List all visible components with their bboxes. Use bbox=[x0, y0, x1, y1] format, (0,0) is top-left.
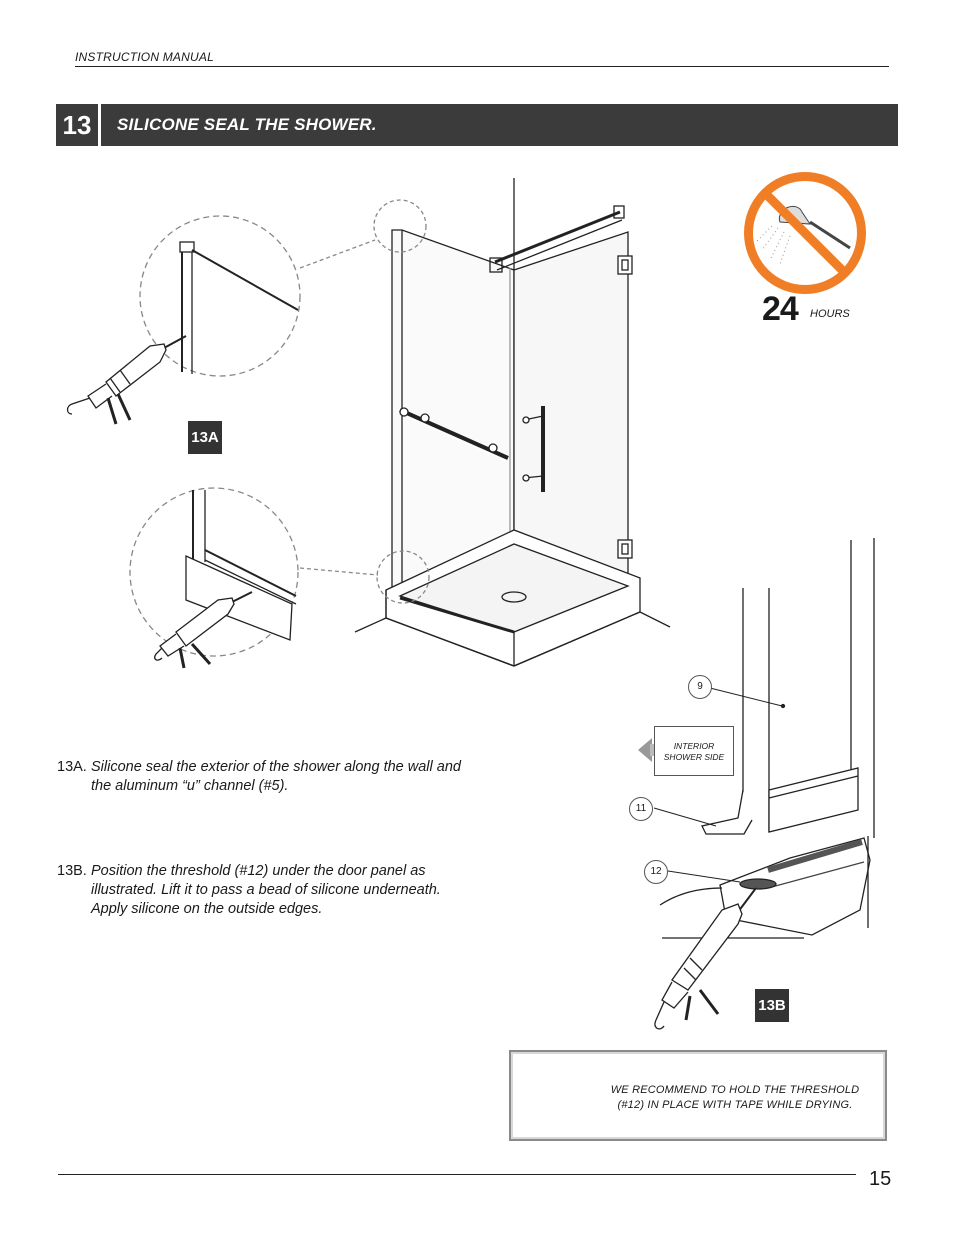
caulk-gun-icon-c bbox=[655, 888, 756, 1029]
warning-text: WE RECOMMEND TO HOLD THE THRESHOLD (#12) IN PLACE WITH TAPE WHILE DRYING. bbox=[610, 1084, 860, 1111]
instruction-label: 13B. bbox=[57, 863, 87, 879]
detail-13a-bottom-illustration bbox=[130, 488, 298, 668]
interior-label-line1: INTERIOR bbox=[673, 741, 715, 751]
page-number: 15 bbox=[869, 1168, 892, 1190]
instruction-text: Silicone seal the exterior of the shower along the wall and the aluminum “u” channel (#5). bbox=[91, 759, 461, 794]
detail-13b-illustration bbox=[638, 538, 874, 1029]
callout-channel: 11 bbox=[629, 797, 653, 821]
step-number: 13 bbox=[56, 104, 98, 146]
manual-header: INSTRUCTION MANUAL bbox=[75, 50, 214, 64]
dry-time-unit: HOURS bbox=[810, 308, 850, 320]
badge-13b: 13B bbox=[755, 989, 789, 1022]
shower-enclosure-illustration bbox=[300, 178, 670, 666]
instruction-label: 13A. bbox=[57, 759, 87, 775]
instruction-text: Position the threshold (#12) under the door panel as illustrated. Lift it to pass a bead of silicone underneath. Apply silicone on the outside edges. bbox=[91, 863, 441, 917]
badge-13a: 13A bbox=[188, 421, 222, 454]
no-shower-icon bbox=[745, 173, 865, 293]
dry-time-value: 24 bbox=[762, 290, 798, 328]
detail-13a-illustration bbox=[68, 216, 301, 424]
footer-divider bbox=[58, 1174, 856, 1175]
interior-label-line2: SHOWER SIDE bbox=[663, 752, 725, 762]
callout-panel: 9 bbox=[688, 675, 712, 699]
callout-threshold: 12 bbox=[644, 860, 668, 884]
interior-side-label bbox=[654, 726, 734, 776]
step-title: SILICONE SEAL THE SHOWER. bbox=[117, 115, 377, 134]
